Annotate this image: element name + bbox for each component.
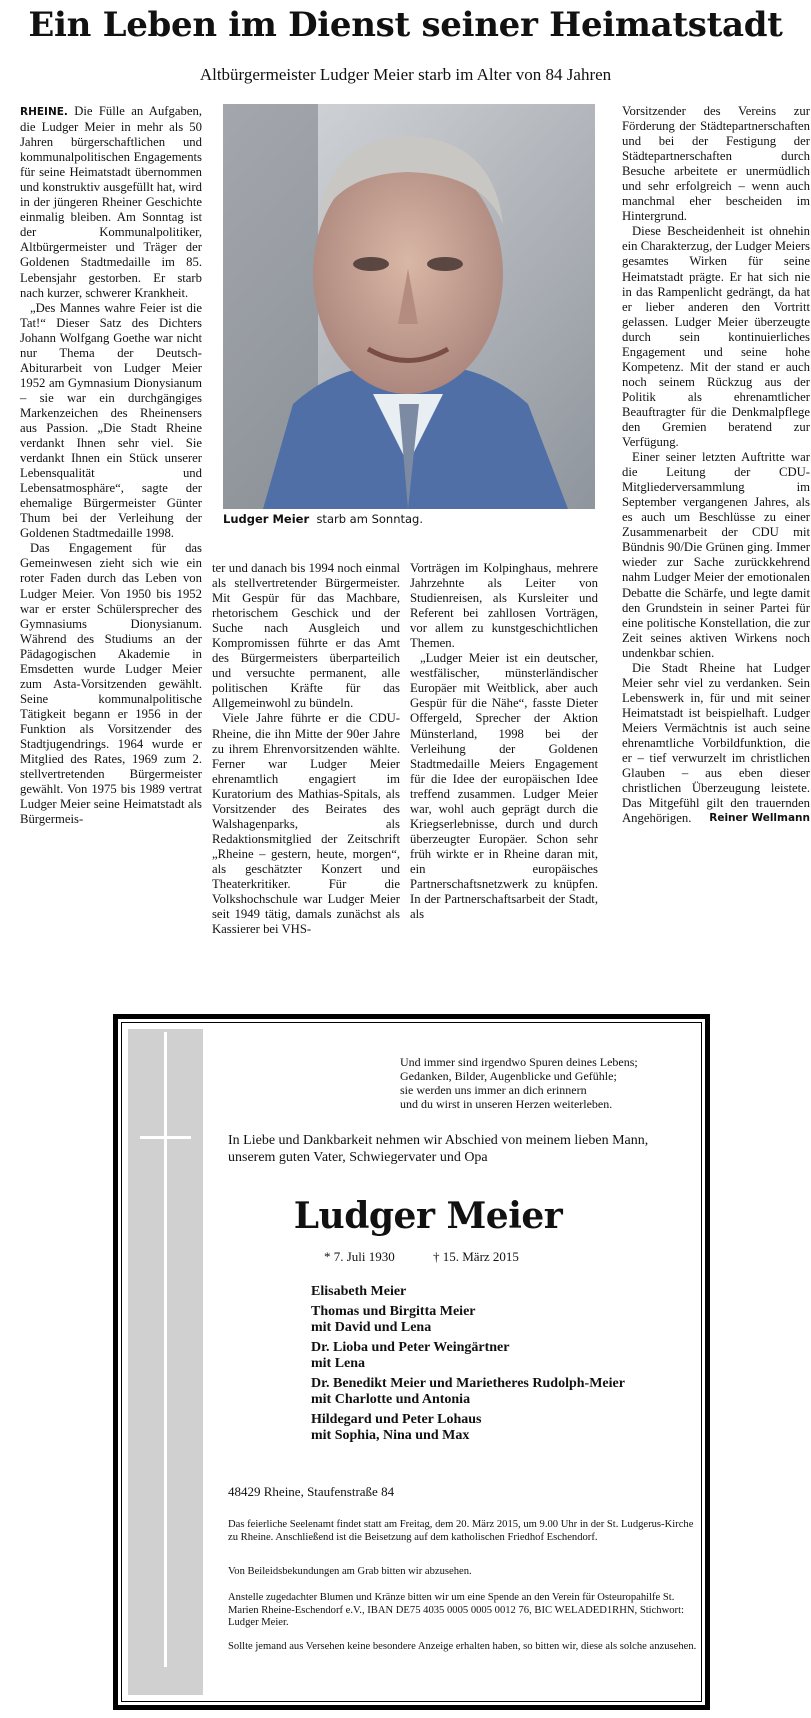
family-line: Dr. Lioba und Peter Weingärtner — [311, 1340, 510, 1355]
family-line: Hildegard und Peter Lohaus — [311, 1412, 482, 1427]
family-entry — [311, 1376, 625, 1408]
no-invitation-note: Sollte jemand aus Versehen keine besondere Anzeige erhalten haben, so bitten wir, diese als solche anzusehen. — [228, 1641, 697, 1652]
article-paragraph: „Des Mannes wahre Feier ist die Tat!“ Dieser Satz des Dichters Johann Wolfgang Goethe war nicht nur Thema der Deutsch-Abiturarbeit von Ludger Meier 1952 am Gymnasium Dionysianum – sie war ein durchgängiges Markenzeichen des Rheinensers aus Passion. „Die Stadt Rheine verdankt Ihnen sehr viel. Sie verdankt Ihnen ein Stück unserer Lebensqualität und Lebensatmosphäre“, sagte der ehemalige Bürgermeister Günter Thum bei der Verleihung der Goldenen Stadtmedaille 1998. — [20, 300, 202, 541]
death-notice — [113, 1014, 710, 1710]
deceased-name: Ludger Meier — [293, 1195, 563, 1237]
family-list — [311, 1284, 625, 1448]
poem-line: Gedanken, Bilder, Augenblicke und Gefühle; — [400, 1069, 617, 1083]
article-subheadline: Altbürgermeister Ludger Meier starb im Alter von 84 Jahren — [199, 65, 612, 84]
family-line: mit Charlotte und Antonia — [311, 1392, 471, 1407]
poem-line: sie werden uns immer an dich erinnern — [400, 1083, 587, 1097]
article-headline: Ein Leben im Dienst seiner Heimatstadt — [28, 5, 783, 45]
article-paragraph: Diese Bescheidenheit ist ohnehin ein Charakterzug, der Ludger Meiers gesamtes Wirken für seine Heimatstadt prägte. Er hat sich nie in das Rampenlicht gedrängt, da hat er lieber anderen den Vortritt gelassen. Ludger Meier überzeugte durch sein kontinuierliches Engagement und seine hohe Kompetenz. Mit der stand er auch noch seinem Rückzug aus der Politik als ehrenamtlicher Beauftragter für die Denkmalpflege den Gremien beratend zur Verfügung. — [622, 224, 810, 450]
family-line: mit Lena — [311, 1356, 366, 1371]
article-paragraph — [20, 104, 202, 301]
caption-text: starb am Sonntag. — [316, 512, 423, 526]
portrait-photo — [223, 104, 595, 509]
article-paragraph: Viele Jahre führte er die CDU-Rheine, die ihn Mitte der 90er Jahre zu ihrem Ehrenvorsitzenden wählte. Ferner war Ludger Meier ehrenamtlich engagiert im Kuratorium des Mathias-Spitals, als Vorsitzender des Beirates des Walshagenparks, als Redaktionsmitglied der Zeitschrift „Rheine – gestern, heute, morgen“, als geschätzter Konzert und Theaterkritiker. Für die Volkshochschule war Ludger Meier seit 1949 tätig, damals zunächst als Kassierer bei VHS- — [212, 711, 400, 937]
article-paragraph: Vorträgen im Kolpinghaus, mehrere Jahrzehnte als Leiter von Studienreisen, als Kursleiter und Referent bei zahllosen Vorträgen, vor allem zu kunstgeschichtlichen Themen. — [410, 561, 598, 651]
poem-line: Und immer sind irgendwo Spuren deines Lebens; — [400, 1055, 638, 1069]
cross-icon-bar — [140, 1136, 191, 1139]
article-column-3 — [410, 561, 598, 1009]
service-info: Das feierliche Seelenamt findet statt am Freitag, dem 20. März 2015, um 9.00 Uhr in der St. Ludgerus-Kirche zu Rheine. Anschließend ist die Beisetzung auf dem katholischen Friedhof Eschendorf. — [228, 1519, 694, 1543]
family-line: mit Sophia, Nina und Max — [311, 1428, 470, 1443]
paragraph-text: Die Fülle an Aufgaben, die Ludger Meier in mehr als 50 Jahren bürgerschaftlichen und kommunalpolitischen Engagements für seine Heimatstadt übernommen und konstruktiv ausgefüllt hat, wird in der jüngeren Rheiner Geschichte einmalig bleiben. Am Sonntag ist der Kommunalpolitiker, Altbürgermeister und Träger der Goldenen Stadtmedaille im 85. Lebensjahr gestorben. Er starb nach kurzer, schwerer Krankheit. — [20, 104, 202, 300]
article-author: Reiner Wellmann — [709, 812, 810, 825]
portrait-photo-graphic — [223, 104, 595, 509]
paragraph-text: Die Stadt Rheine hat Ludger Meier sehr viel zu verdanken. Sein Lebenswerk in, für und mit seiner Heimatstadt ist beispielhaft. Ludger Meiers Vermächtnis ist auch seine ehrenamtliche Vorbildfunktion, die er – tief verwurzelt im christlichen Glauben – aus eben dieser christlichen Überzeugung leistete. Das Mitgefühl gilt den trauernden Angehörigen. — [622, 660, 810, 826]
cross-icon — [164, 1032, 167, 1667]
article-column-4 — [622, 104, 810, 1009]
donation-note: Anstelle zugedachter Blumen und Kränze bitten wir um eine Spende an den Verein für Osteuropahilfe St. Marien Rheine-Eschendorf e.V., IBAN DE75 4035 0005 0005 0012 76, BIC WELADED1RHN, Stichwort: Ludger Meier. — [228, 1592, 684, 1629]
caption-name: Ludger Meier — [223, 512, 310, 526]
article-column-1 — [20, 104, 202, 1009]
family-entry — [311, 1304, 625, 1336]
poem-line: und du wirst in unseren Herzen weiterleben. — [400, 1097, 613, 1111]
photo-caption — [223, 512, 595, 526]
death-date: † 15. März 2015 — [433, 1249, 519, 1264]
family-line: mit David und Lena — [311, 1320, 432, 1335]
family-entry — [311, 1412, 625, 1444]
family-line: Dr. Benedikt Meier und Marietheres Rudolph-Meier — [311, 1376, 625, 1391]
article-paragraph: ter und danach bis 1994 noch einmal als stellvertretender Bürgermeister. Mit Gespür für das Machbare, rhetorischem Geschick und der Suche nach Ausgleich und Kompromissen führte er das Amt des Bürgermeisters überparteilich und versuchte permanent, alle politischen Kräfte für das Allgemeinwohl zu bündeln. — [212, 561, 400, 711]
notice-poem — [400, 1055, 638, 1111]
family-entry — [311, 1284, 625, 1300]
family-entry — [311, 1340, 625, 1372]
article-column-2 — [212, 561, 400, 1009]
cross-band — [128, 1029, 203, 1695]
dateline: RHEINE. — [20, 106, 68, 118]
article-paragraph: „Ludger Meier ist ein deutscher, westfälischer, münsterländischer Europäer mit Weitblick, aber auch Gespür für die Nähe“, fasste Dieter Offergeld, Sprecher der Aktion Münsterland, 1998 bei der Verleihung der Goldenen Stadtmedaille Meiers Engagement für die Idee der europäischen Idee treffend zusammen. Ludger Meier war, wohl auch geprägt durch die Kriegserlebnisse, durch und durch überzeugter Europäer. Schon sehr früh wirkte er in Rheine daran mit, ein europäisches Partnerschaftsnetzwerk zu knüpfen. In der Partnerschaftsarbeit der Stadt, als — [410, 651, 598, 922]
family-line: Thomas und Birgitta Meier — [311, 1304, 476, 1319]
article-paragraph: Vorsitzender des Vereins zur Förderung der Städtepartnerschaften und bei der Festigung der Städtepartnerschaften durch Besuche arbeitete er unermüdlich und sehr erfolgreich – wenn auch manchmal eher bescheiden im Hintergrund. — [622, 104, 810, 224]
notice-intro: In Liebe und Dankbarkeit nehmen wir Abschied von meinem lieben Mann, unserem guten Vater, Schwiegervater und Opa — [228, 1133, 649, 1165]
address: 48429 Rheine, Staufenstraße 84 — [228, 1484, 395, 1499]
article-paragraph: Das Engagement für das Gemeinwesen zieht sich wie ein roter Faden durch das Leben von Ludger Meier. Von 1950 bis 1952 war er erster Schülersprecher des Gymnasiums Dionysianum. Während des Studiums an der Pädagogischen Akademie in Emsdetten wurde Ludger Meier zum Asta-Vorsitzenden gewählt. Seine kommunalpolitische Tätigkeit begann er 1956 in der Funktion als Vorsitzender des Stadtjugendrings. 1964 wurde er Mitglied des Rates, 1969 zum 2. stellvertretenden Bürgermeister gewählt. Von 1975 bis 1989 vertrat Ludger Meier seine Heimatstadt als Bürgermeis- — [20, 541, 202, 827]
condolence-note: Von Beileidsbekundungen am Grab bitten wir abzusehen. — [228, 1566, 472, 1577]
birth-date: * 7. Juli 1930 — [324, 1249, 395, 1264]
article-paragraph: Einer seiner letzten Auftritte war die Leitung der CDU-Mitgliederversammlung im September vergangenen Jahres, als es auch um Beschlüsse zu einer Zusammenarbeit der CDU mit Bündnis 90/Die Grünen ging. Immer wieder zur Sache zurückkehrend nahm Ludger Meier der emotionalen Debatte die Schärfe, und legte damit den Grundstein in seiner Partei für eine politische Konstellation, die zur Zeit seines aktiven Wirkens noch undenkbar schien. — [622, 450, 810, 660]
family-line: Elisabeth Meier — [311, 1284, 407, 1299]
article-paragraph — [622, 661, 810, 827]
